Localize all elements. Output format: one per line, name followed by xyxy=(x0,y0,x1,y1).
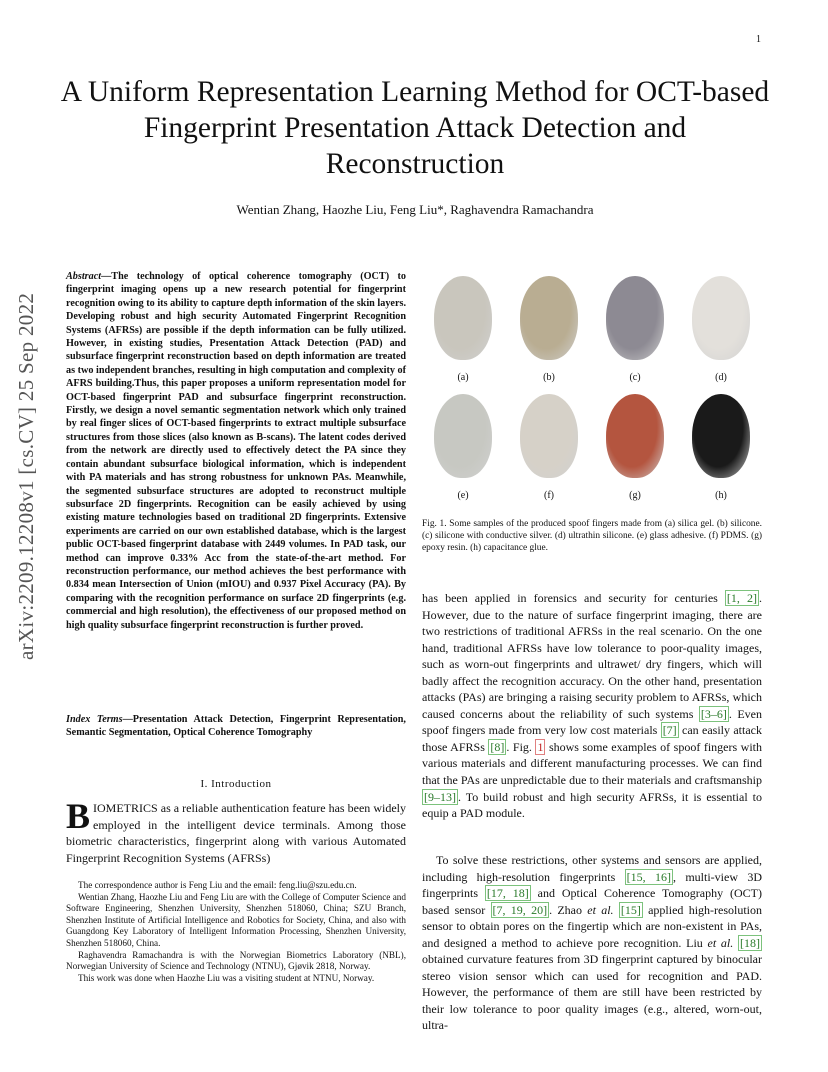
text-run: . To build robust and high security AFRSs, it is essential to equip a PAD module. xyxy=(422,789,762,821)
footnote: Wentian Zhang, Haozhe Liu and Feng Liu are with the College of Computer Science and Software Engineering, Shenzhen University, Shenzhen 518060, China; SZU Branch, Shenzhen Institute of Artificial Intelligence and Robotics for Society, China, and also with Guangdong Key Laboratory of Intelligent Information Processing, Shenzhen University, Shenzhen 518060, China. xyxy=(66,891,406,948)
citation-link[interactable]: [7, 19, 20] xyxy=(492,902,548,917)
text-run: has been applied in forensics and security for centuries xyxy=(422,591,725,605)
citation-link[interactable]: [9–13] xyxy=(424,789,456,804)
citation-link[interactable]: [15, 16] xyxy=(626,869,671,884)
abstract xyxy=(66,270,406,632)
finger-sample-image xyxy=(434,276,492,360)
panel-label: (g) xyxy=(629,490,641,501)
finger-sample-image xyxy=(434,394,492,478)
figure-panel xyxy=(512,388,586,501)
text-run: , multi-view 3D fingerprints xyxy=(422,869,763,901)
figure-panel xyxy=(426,270,500,383)
citation-link[interactable]: [18] xyxy=(740,935,760,950)
body-paragraph xyxy=(422,590,762,822)
panel-label: (d) xyxy=(715,372,727,383)
arxiv-stamp: arXiv:2209.12208v1 [cs.CV] 25 Sep 2022 xyxy=(14,292,38,660)
index-terms-text: —Presentation Attack Detection, Fingerprint Representation, Semantic Segmentation, Optical Coherence Tomography xyxy=(66,714,406,739)
text-run: can easily attack those AFRSs xyxy=(422,723,763,754)
page-number: 1 xyxy=(756,34,761,45)
text-run: and Optical Coherence Tomography (OCT) based sensor xyxy=(422,886,762,917)
panel-label: (f) xyxy=(544,490,554,501)
panel-label: (c) xyxy=(629,372,641,383)
abstract-lead: Abstract xyxy=(66,271,102,282)
finger-sample-image xyxy=(520,276,578,360)
text-run: applied high-resolution sensor to obtain pores on the fingertip which are non-existent in PAs, and designed a method to achieve pore recognition. Liu xyxy=(422,902,763,950)
intro-text: IOMETRICS as a reliable authentication feature has been widely employed in the intelligent device terminals. Among those biometric characteristics, fingerprint along with various Automated Fingerprint Recognition Systems (AFRSs) xyxy=(66,801,406,865)
text-run: obtained curvature features from 3D fingerprint captured by binocular stereo vision sensor which can used for recognition and PAD. However, the performance of them are still have been restricted by their low tolerance to poor quality images (e.g., altered, worn-out, ultra- xyxy=(422,952,762,1033)
panel-label: (b) xyxy=(543,372,555,383)
paper-title: A Uniform Representation Learning Method for OCT-based Fingerprint Presentation Attack Detection and Reconstruction xyxy=(60,76,770,180)
section-heading-introduction: I. Introduction xyxy=(200,778,272,790)
footnote: This work was done when Haozhe Liu was a visiting student at NTNU, Norway. xyxy=(78,972,375,983)
figure-panel xyxy=(598,388,672,501)
figure-link[interactable]: 1 xyxy=(537,739,544,754)
panel-label: (a) xyxy=(457,372,469,383)
citation-link[interactable]: [8] xyxy=(490,739,505,754)
panel-label: (e) xyxy=(457,490,469,501)
text-run: . Even spoof fingers made from very low cost materials xyxy=(422,706,762,738)
text-run: et al. xyxy=(587,902,614,917)
abstract-text: —The technology of optical coherence tomography (OCT) to fingerprint imaging opens up a new research potential for fingerprint recognition owing to its ability to capture depth information of the skin layers. Developing robust and high security Automated Fingerprint Recognition Systems (AFRSs) are possible if the depth information can be fully utilized. However, in existing studies, Presentation Attack Detection (PAD) and subsurface fingerprint reconstruction based on depth information are treated as two independent branches, resulting in high computation and complexity of AFRS building.Thus, this paper proposes a uniform representation model for OCT-based fingerprint PAD and subsurface fingerprint reconstruction. Firstly, we design a novel semantic segmentation network which only trained by real finger slices of OCT-based fingerprints to extract multiple subsurface structures from those slices (also known as B-scans). The latent codes derived from the network are directly used to effectively detect the PA since they contain abundant subsurface biological information, which is independent with PA materials and has strong robustness for unknown PAs. Meanwhile, the segmented subsurface structures are adopted to reconstruct multiple subsurface 2D fingerprints. Recognition can be easily achieved by using existing mature technologies based on traditional 2D fingerprints. Extensive experiments are carried on our own established database, which is the largest public OCT-based fingerprint database with 2449 volumes. In PAD task, our method can improve 0.33% Acc from the state-of-the-art method. For reconstruction performance, our method achieves the best performance with 0.834 mean Intersection of Union (mIOU) and 0.937 Pixel Accuracy (PA). By comparing with the recognition performance on surface 2D fingerprints (e.g. commercial and high resolution), the effectiveness of our proposed method on high quality subsurface fingerprint reconstruction is further proved. xyxy=(66,271,406,631)
text-run: et al. xyxy=(707,935,734,950)
figure-panel xyxy=(684,270,758,383)
intro-paragraph xyxy=(66,796,406,866)
citation-link[interactable]: [3–6] xyxy=(700,706,727,721)
citation-link[interactable]: [1, 2] xyxy=(726,591,757,605)
finger-sample-image xyxy=(606,394,664,478)
finger-sample-image xyxy=(606,276,664,360)
figure-panel xyxy=(684,388,758,501)
index-terms xyxy=(66,713,406,740)
finger-sample-image xyxy=(692,394,750,478)
dropcap: B xyxy=(66,796,91,836)
figure-panel xyxy=(512,270,586,383)
figure-caption: Fig. 1. Some samples of the produced spoof fingers made from (a) silica gel. (b) silicone. (c) silicone with conductive silver. (d) ultrathin silicone. (e) glass adhesive. (f) PDMS. (g) epoxy resin. (h) capacitance glue. xyxy=(422,519,762,553)
figure-spoof-fingers xyxy=(422,270,764,510)
body-paragraph xyxy=(422,852,762,1034)
finger-sample-image xyxy=(692,276,750,360)
finger-sample-image xyxy=(520,394,578,478)
citation-link[interactable]: [15] xyxy=(620,902,641,917)
text-run: To solve these restrictions, other systems and sensors are applied, including high-resolution fingerprints xyxy=(422,853,762,884)
footnote: The correspondence author is Feng Liu and the email: feng.liu@szu.edu.cn. xyxy=(78,880,357,890)
text-run: . Fig. xyxy=(506,739,536,754)
figure-panel xyxy=(426,388,500,501)
paper-authors: Wentian Zhang, Haozhe Liu, Feng Liu*, Raghavendra Ramachandra xyxy=(236,202,594,217)
index-terms-lead: Index Terms xyxy=(66,714,123,725)
text-run: shows some examples of spoof fingers with various materials and different manufacturing processes. We can find that the PAs are unpredictable due to their materials and craftsmanship xyxy=(422,739,762,788)
footnote: Raghavendra Ramachandra is with the Norwegian Biometrics Laboratory (NBL), Norwegian University of Science and Technology (NTNU), Gjøvik 2818, Norway. xyxy=(66,949,406,972)
figure-panel xyxy=(598,270,672,383)
text-run: . However, due to the nature of surface fingerprint imaging, there are two restrictions of traditional AFRSs in the real scenario. On the one hand, traditional AFRSs have low tolerance to poor-quality images, such as worn-out fingerprints and ultrawet/ dry fingers, which will badly affect the recognition accuracy. On the other hand, presentation attacks (PAs) are bringing a raising security problem to AFRSs, which caused concerns about the reliability of such systems xyxy=(422,591,762,721)
panel-label: (h) xyxy=(715,490,727,501)
text-run: . Zhao xyxy=(549,902,588,917)
citation-link[interactable]: [7] xyxy=(662,723,677,738)
citation-link[interactable]: [17, 18] xyxy=(486,886,529,901)
footnotes xyxy=(66,880,406,984)
